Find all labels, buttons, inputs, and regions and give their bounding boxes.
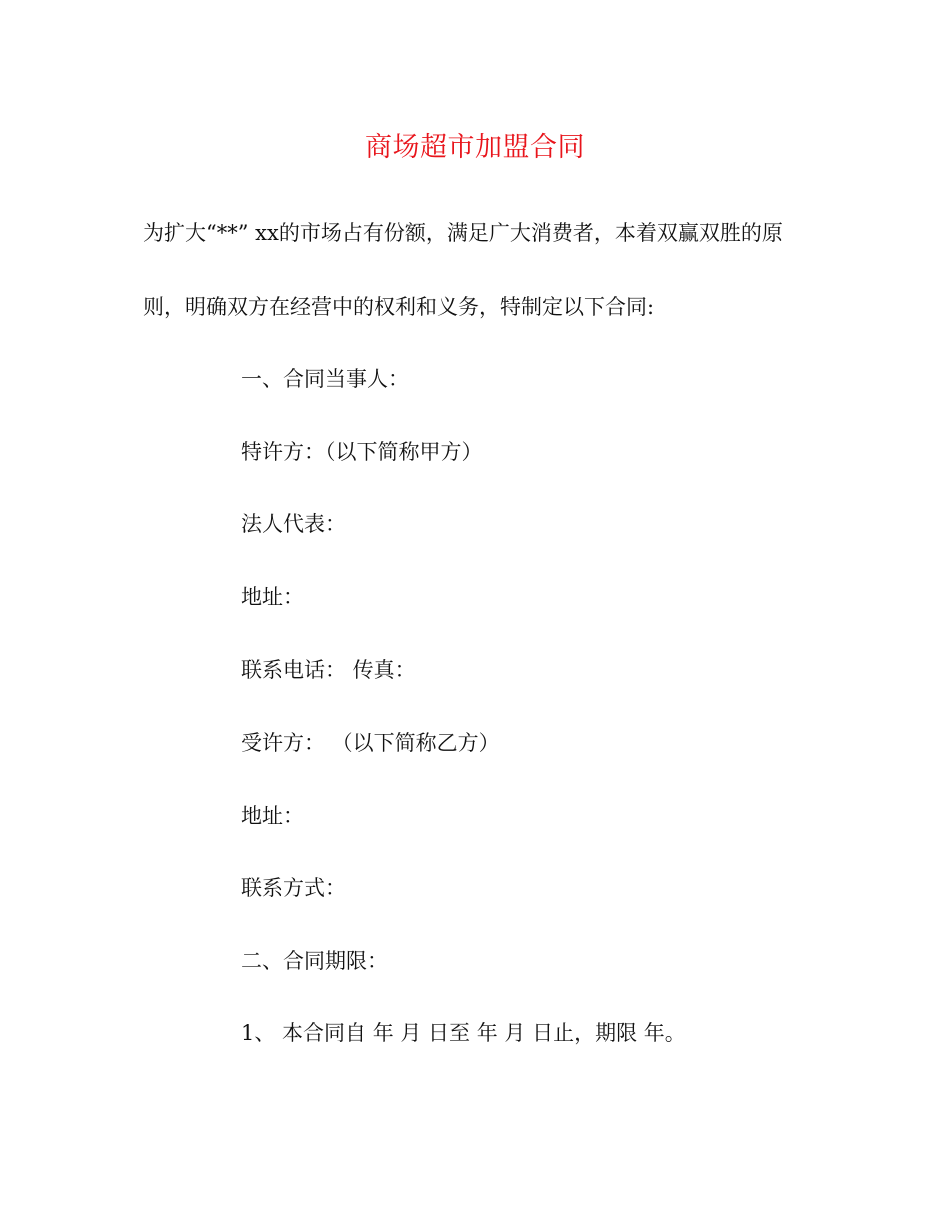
section-2-heading: 二、合同期限： bbox=[241, 949, 388, 973]
term-item-1: 1、 本合同自 年 月 日至 年 月 日止，期限 年。 bbox=[241, 1021, 686, 1045]
party-a-line: 特许方：（以下简称甲方） bbox=[241, 440, 483, 464]
party-a-contact-line: 联系电话： 传真： bbox=[241, 658, 416, 682]
intro-line-1: 为扩大“**” xx的市场占有份额，满足广大消费者，本着双赢双胜的原 bbox=[143, 221, 783, 245]
party-b-line: 受许方： （以下简称乙方） bbox=[241, 731, 500, 755]
party-b-address-line: 地址： bbox=[241, 804, 304, 828]
document-title: 商场超市加盟合同 bbox=[365, 132, 585, 163]
party-a-address-line: 地址： bbox=[241, 585, 304, 609]
section-1-heading: 一、合同当事人： bbox=[241, 367, 409, 391]
party-b-contact-line: 联系方式： bbox=[241, 876, 346, 900]
party-a-legal-rep-line: 法人代表： bbox=[241, 512, 346, 536]
intro-line-2: 则，明确双方在经营中的权利和义务，特制定以下合同: bbox=[143, 295, 655, 319]
